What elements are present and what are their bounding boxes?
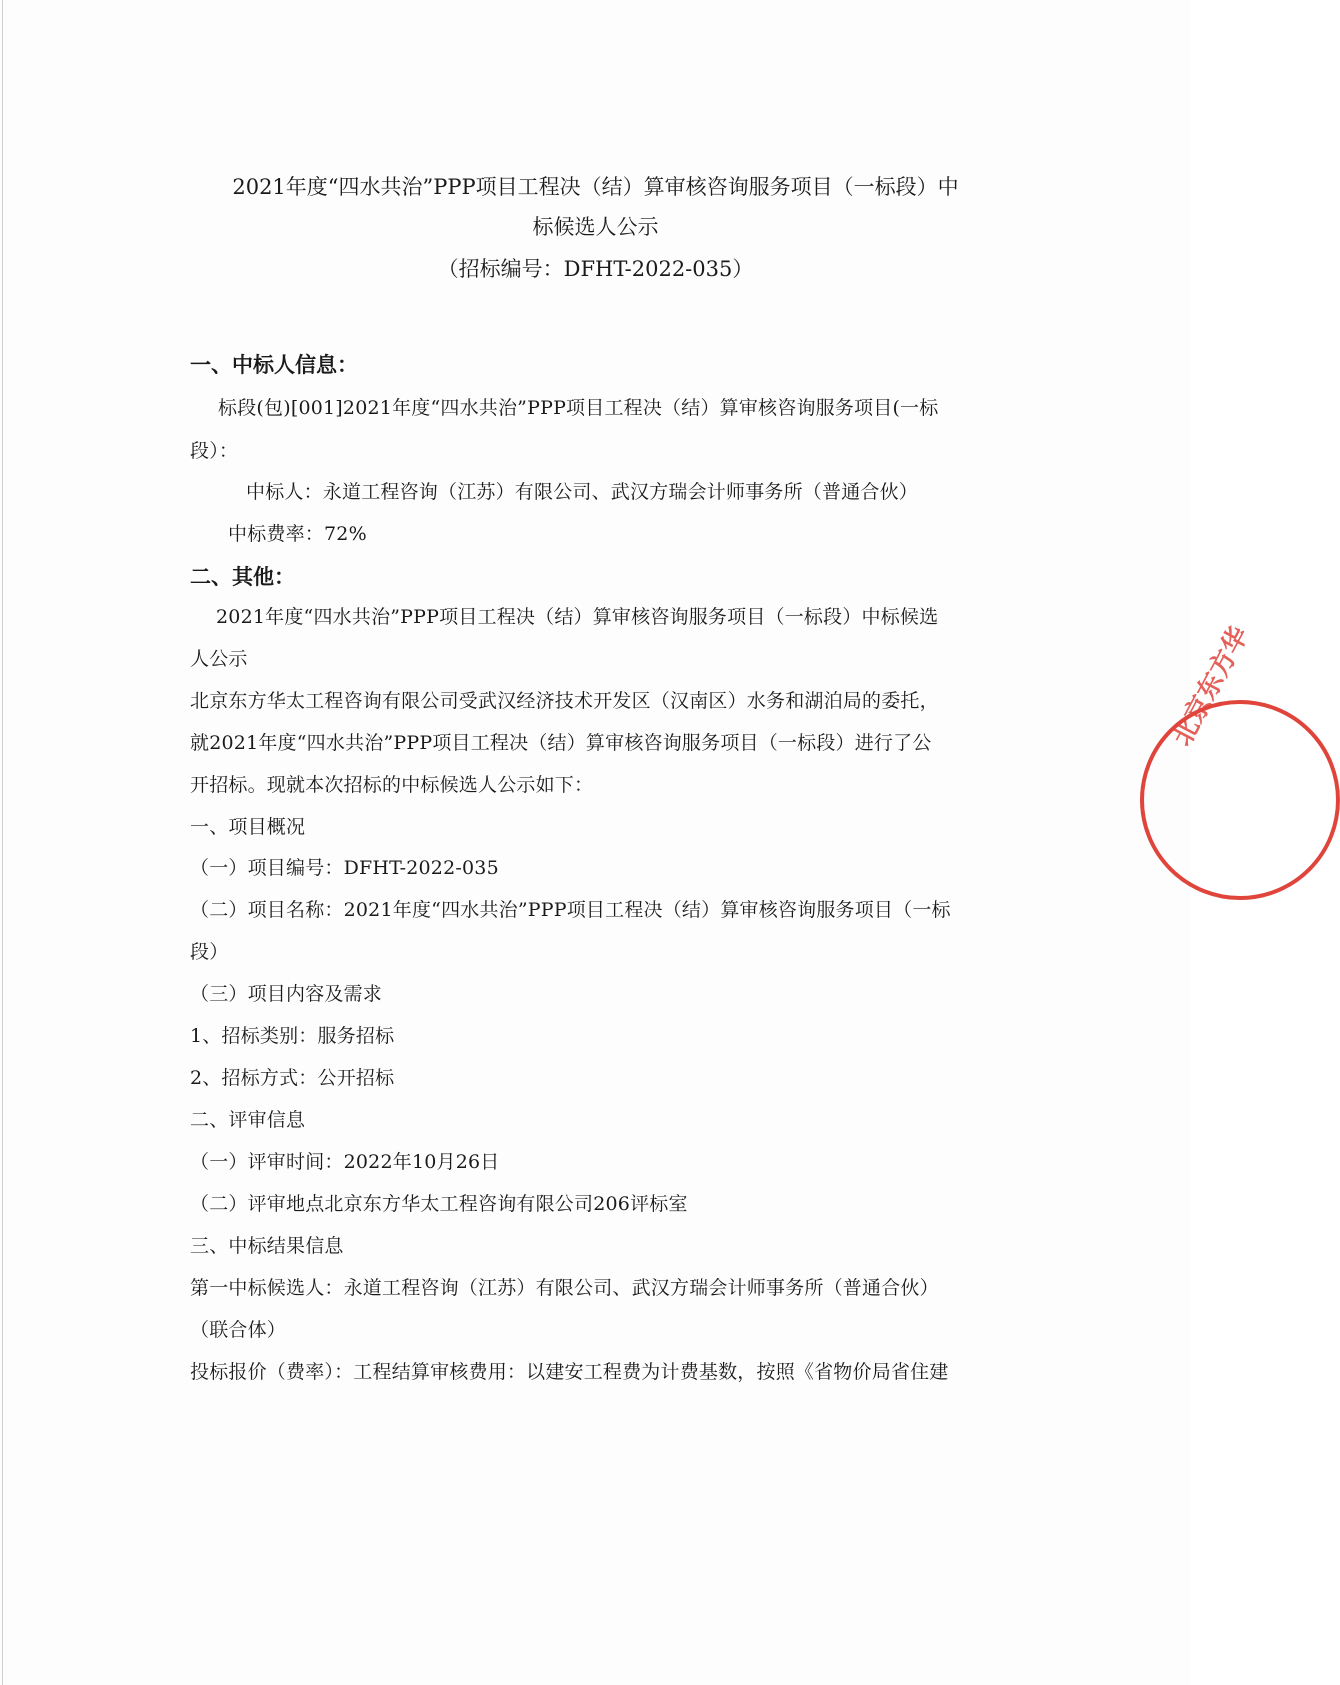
category-line: 1、招标类别：服务招标 [190, 1025, 395, 1047]
doc-title-line2: 标候选人公示 [532, 215, 659, 239]
doc-title-line1: 2021年度“四水共治”PPP项目工程决（结）算审核咨询服务项目（一标段）中 [232, 175, 959, 199]
other-line1: 2021年度“四水共治”PPP项目工程决（结）算审核咨询服务项目（一标段）中标候选 [216, 606, 939, 628]
review-place: （二）评审地点北京东方华太工程咨询有限公司206评标室 [190, 1193, 688, 1215]
review-heading: 二、评审信息 [190, 1109, 306, 1131]
first-candidate-line2: （联合体） [190, 1319, 287, 1341]
project-name-line2: 段） [190, 941, 229, 963]
other-line2: 人公示 [190, 648, 248, 670]
scan-edge [2, 0, 3, 1685]
first-candidate-line1: 第一中标候选人：永道工程咨询（江苏）有限公司、武汉方瑞会计师事务所（普通合伙） [190, 1277, 939, 1299]
method-line: 2、招标方式：公开招标 [190, 1067, 395, 1089]
bid-price-line: 投标报价（费率）：工程结算审核费用：以建安工程费为计费基数，按照《省物价局省住建 [190, 1361, 949, 1383]
winner-line: 中标人：永道工程咨询（江苏）有限公司、武汉方瑞会计师事务所（普通合伙） [246, 481, 919, 503]
official-seal-stamp [1140, 622, 1340, 900]
seal-text: 北京东方华 [1167, 622, 1255, 751]
project-number: （一）项目编号：DFHT-2022-035 [190, 857, 499, 879]
lot-line1: 标段(包)[001]2021年度“四水共治”PPP项目工程决（结）算审核咨询服务项目(一标 [218, 397, 939, 419]
intro-line2: 就2021年度“四水共治”PPP项目工程决（结）算审核咨询服务项目（一标段）进行了公 [190, 732, 932, 754]
section2-heading: 二、其他： [190, 565, 295, 589]
project-name-line1: （二）项目名称：2021年度“四水共治”PPP项目工程决（结）算审核咨询服务项目（一标 [190, 899, 951, 921]
content-heading: （三）项目内容及需求 [190, 983, 383, 1005]
doc-title-line3: （招标编号：DFHT-2022-035） [437, 257, 754, 281]
lot-line2: 段）： [190, 440, 239, 462]
review-time: （一）评审时间：2022年10月26日 [190, 1151, 500, 1173]
rate-line: 中标费率：72% [228, 523, 367, 545]
result-heading: 三、中标结果信息 [190, 1235, 344, 1257]
intro-line1: 北京东方华太工程咨询有限公司受武汉经济技术开发区（汉南区）水务和湖泊局的委托， [190, 690, 939, 712]
overview-heading: 一、项目概况 [190, 816, 306, 838]
intro-line3: 开招标。现就本次招标的中标候选人公示如下： [190, 774, 594, 796]
section1-heading: 一、中标人信息： [190, 353, 358, 377]
